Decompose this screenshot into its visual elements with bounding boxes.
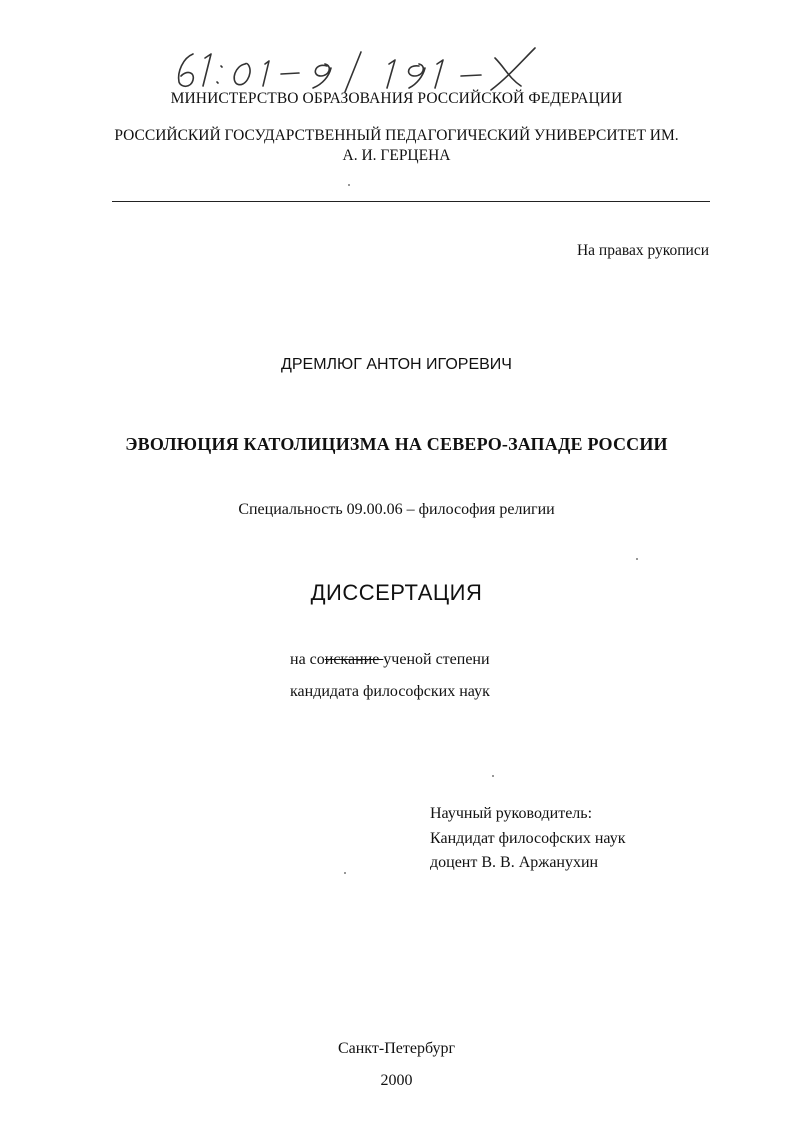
- scan-speck: [492, 775, 494, 777]
- scan-speck: [636, 558, 638, 560]
- year: 2000: [380, 1072, 413, 1089]
- handwritten-archive-code: [165, 44, 555, 94]
- header-divider: [112, 201, 710, 202]
- document-type-heading: ДИССЕРТАЦИЯ: [310, 580, 483, 605]
- advisor-block: [430, 802, 626, 876]
- advisor-degree: Кандидат философских наук: [430, 829, 626, 847]
- advisor-label: Научный руководитель:: [430, 805, 593, 822]
- author-name: ДРЕМЛЮГ АНТОН ИГОРЕВИЧ: [281, 356, 512, 373]
- degree-line2: кандидата философских наук: [290, 683, 490, 700]
- handwritten-archive-code-image: [165, 44, 555, 94]
- city: Санкт-Петербург: [337, 1040, 456, 1057]
- advisor-name: доцент В. В. Аржанухин: [430, 854, 599, 871]
- university-name-line1: РОССИЙСКИЙ ГОСУДАРСТВЕННЫЙ ПЕДАГОГИЧЕСКИЙ УНИВЕРСИТЕТ ИМ.: [114, 127, 679, 144]
- ministry-name: МИНИСТЕРСТВО ОБРАЗОВАНИЯ РОССИЙСКОЙ ФЕДЕРАЦИИ: [170, 90, 623, 107]
- scan-speck: [348, 184, 350, 186]
- scan-speck: [344, 872, 346, 874]
- university-name-line2: А. И. ГЕРЦЕНА: [342, 147, 451, 164]
- degree-line1: [290, 651, 490, 669]
- manuscript-rights-note: На правах рукописи: [576, 242, 709, 259]
- specialty-line: Специальность 09.00.06 – философия религии: [238, 501, 555, 518]
- dissertation-title: ЭВОЛЮЦИЯ КАТОЛИЦИЗМА НА СЕВЕРО-ЗАПАДЕ РОССИИ: [125, 434, 668, 454]
- degree-line1-struck: искание: [324, 651, 384, 668]
- degree-line1-suffix: ученой степени: [383, 651, 490, 668]
- degree-line1-prefix: на со: [290, 651, 325, 668]
